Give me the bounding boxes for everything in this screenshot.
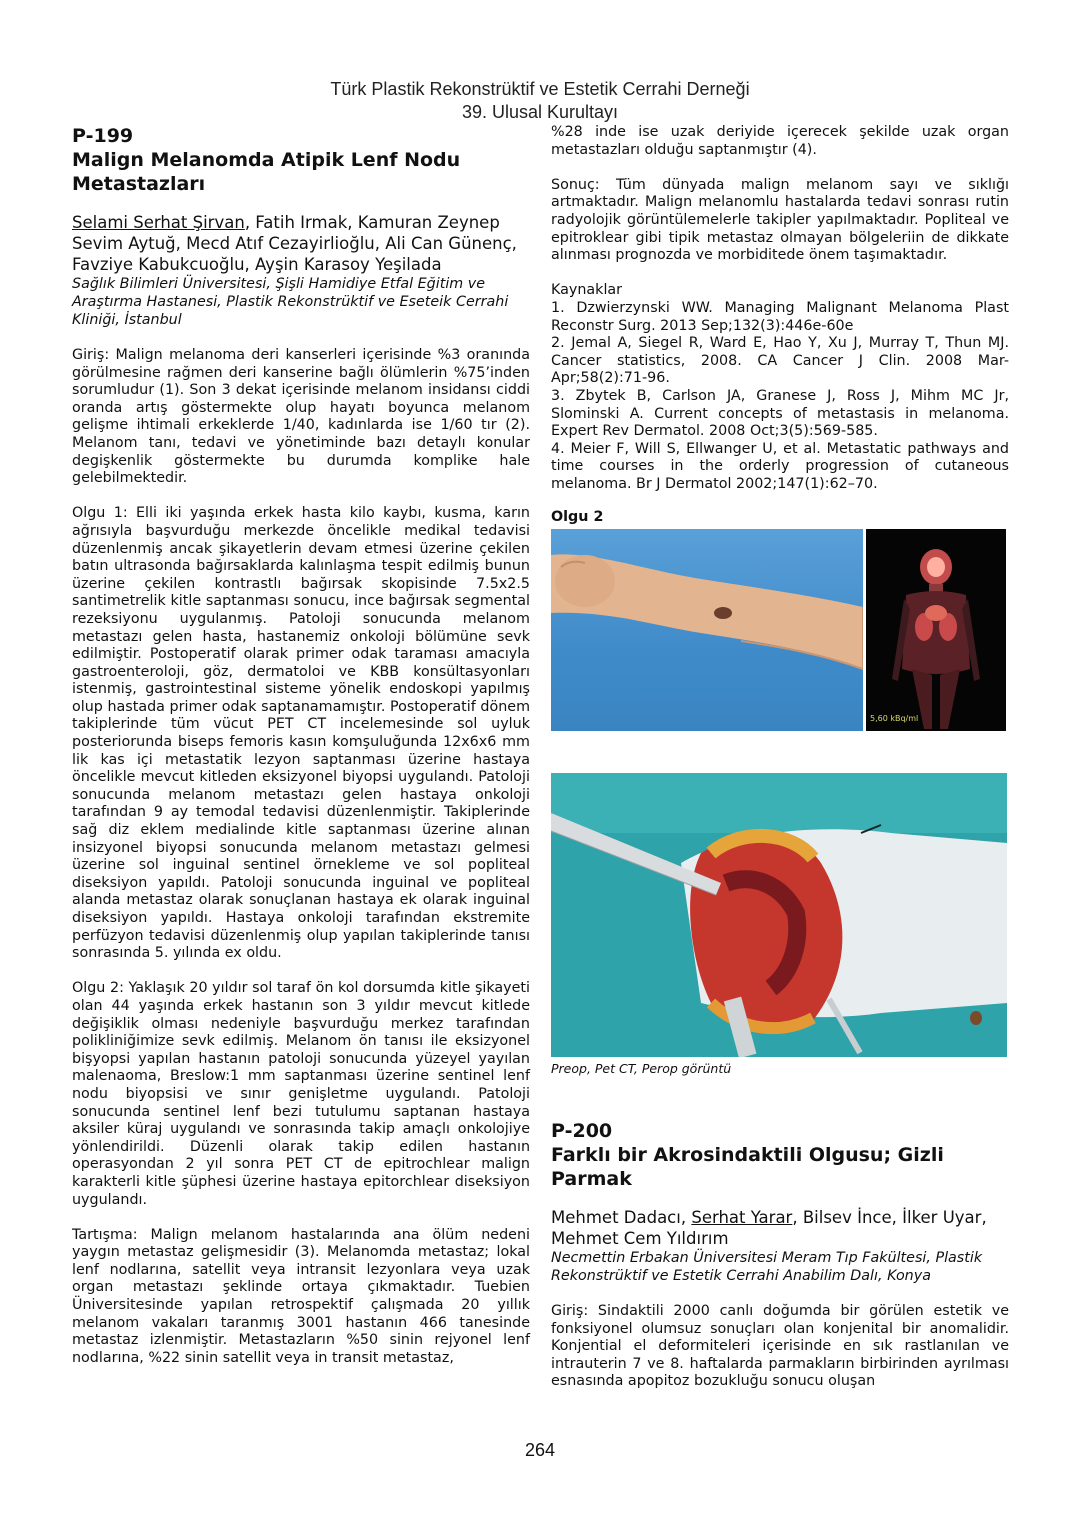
reference-item: 3. Zbytek B, Carlson JA, Granese J, Ross J, Mihm MC Jr, Slominski A. Current concepts of metastasis in melanoma. Expert Rev Dermatol. 2008 Oct;3(5):569-585. xyxy=(551,387,1009,440)
affiliation-p199: Sağlık Bilimleri Üniversitesi, Şişli Hamidiye Etfal Eğitim ve Araştırma Hastanesi, Plastik Rekonstrüktif ve Eseteik Cerrahi Kliniği, İstanbul xyxy=(72,276,509,328)
case1-paragraph: Olgu 1: Elli iki yaşında erkek hasta kilo kaybı, kusma, karın ağrısıyla başvurduğu merkezde öncelikle medikal tedavisi düzenlenmiş ancak şikayetlerin devam etmesi üzerine çekilen batın ultrasonda bağırsaklarda kalınlaşma tespit edilmiş bunun üzerine çekilen kontrastlı bağırsak skopisinde 7.5x2.5 santimetrelik kitle saptanması sonucu, ince bağırsak segmental rezeksiyonu uygulanmış. Patoloji sonucunda melanom metastazı gelen hasta, hastanemiz onkoloji bölümüne sevk edilmiştir. Postoperatif olarak primer odak taraması amacıyla gastroenteroloji, göz, dermatoloi ve KBB konsültasyonları istenmiş, gastrointestinal sisteme yönelik endoskopi yapılmış olup hastada primer odak saptanamamıştır. Postoperatif dönem takiplerinde tüm vücut PET CT incelemesinde sol uyluk posteriorunda biseps femoris kasın komşuluğunda 12x6x6 mm lik kas içi metastatik lezyon saptanması üzerine hastaya öncelikle mevcut kitleden eksizyonel biyopsi uygulandı. Patoloji sonucunda melanom metastazı gelen hastaya onkoloji tarafından 9 ay temodal tedavisi düzenlenmiştir. Takiplerinde sağ diz eklem medialinde kitle saptanması üzerine alınan insizyonel biyopsi sonucunda melanom metastazı gelmesi üzerine sol inguinal sentinel örnekleme ve sol popliteal diseksiyon yapıldı. Patoloji sonucunda inguinal ve popliteal alanda metastaz olarak sonuçlanan hastaya ek olarak inguinal diseksiyon yapıldı. Hastaya onkoloji tarafından ekstremite perfüzyon tedavisi düzenlenmiş olup yapılan takiplerinde tanısı sonrasında 5. yılında ex oldu. xyxy=(72,505,530,962)
header-society: Türk Plastik Rekonstrüktif ve Estetik Cerrahi Derneği xyxy=(330,79,750,99)
conference-header xyxy=(0,78,1080,124)
reference-item: 4. Meier F, Will S, Ellwanger U, et al. Metastatic pathways and time courses in the orderly progression of cutaneous melanoma. Br J Dermatol 2002;147(1):62–70. xyxy=(551,440,1009,492)
conclusion-paragraph: Sonuç: Tüm dünyada malign melanom sayı ve sıklığı artmaktadır. Malign melanomlu hastalarda tedavi sonrası rutin radyolojik görüntülemelerle takipler yapılmaktadır. Popliteal ve epitroklear gibi tipik metastaz olmayan bölgeleriin de dikkate alınması prognozda ve morbiditede önem taşımaktadır. xyxy=(551,176,1009,264)
authors-p199 xyxy=(72,212,530,275)
authors-p200 xyxy=(551,1207,1009,1249)
preop-arm-photo xyxy=(551,529,863,731)
right-column xyxy=(551,124,1009,1409)
intro-paragraph-p200: Giriş: Sindaktili 2000 canlı doğumda bir görülen estetik ve fonksiyonel olumsuz sonuçları olan konjenital bir anomalidir. Konjential el deformiteleri içerisinde en sık rastlanılan ve intrauterin 7 ve 8. haftalarda parmakların birbirinden ayrılması esnasında apopitoz bozukluğu sonucu oluşan xyxy=(551,1303,1009,1390)
reference-item: 1. Dzwierzynski WW. Managing Malignant Melanoma Plast Reconstr Surg. 2013 Sep;132(3):446e-60e xyxy=(551,299,1009,334)
reference-item: 2. Jemal A, Siegel R, Ward E, Hao Y, Xu J, Murray T, Thun MJ. Cancer statistics, 2008. CA Cancer J Clin. 2008 Mar-Apr;58(2):71-96. xyxy=(551,335,1009,387)
co-authors: , Bilsev İnce, İlker Uyar, Mehmet Cem Yıldırım xyxy=(551,1208,987,1249)
perop-surgery-photo xyxy=(551,773,1007,1057)
discussion-paragraph: Tartışma: Malign melanom hastalarında ana ölüm nedeni yaygın metastaz gelişmesidir (3). Melanomda metastaz; lokal lenf nodlarına, satellit veya intransit lezyonlara veya uzak organ metastazı şeklinde ortaya çıkmaktadır. Tuebien Üniversitesinde yapılan retrospektif çalışmada 20 yıllık melanom vakaları taranmış 3001 hastanın 466 tanesinde metastaz izlenmiştir. Metastazların %50 sinin rejyonel lenf nodlarına, %22 sinin satellit veya in transit metastaz, xyxy=(72,1226,530,1366)
abstract-title-p200: Farklı bir Akrosindaktili Olgusu; Gizli Parmak xyxy=(551,1144,944,1191)
co-authors: , Fatih Irmak, Kamuran Zeynep Sevim Aytuğ, Mecd Atıf Cezayirlioğlu, Ali Can Günenç, Favziye Kabukcuoğlu, Ayşin Karasoy Yeşilada xyxy=(72,213,517,274)
page-number: 264 xyxy=(524,1440,556,1460)
references-title: Kaynaklar xyxy=(551,282,623,299)
first-author: Mehmet Dadacı, xyxy=(551,1208,692,1228)
abstract-id-p200: P-200 xyxy=(551,1120,613,1143)
discussion-continued: %28 inde ise uzak deriyide içerecek şekilde uzak organ metastazları olduğu saptanmıştır (4). xyxy=(551,124,1009,158)
presenting-author: Selami Serhat Şirvan xyxy=(72,213,245,232)
abstract-title-p199: Malign Melanomda Atipik Lenf Nodu Metastazları xyxy=(72,149,461,195)
pet-scale-text: 5,60 kBq/ml xyxy=(870,714,919,724)
intro-paragraph: Giriş: Malign melanoma deri kanserleri içerisinde %3 oranında görülmesine rağmen deri kanserine bağlı ölümlerin %75’inden sorumludur (1). Son 3 dekat içerisinde melanom insidansı ciddi oranda artış göstermekte olup hayatı boyunca melanom gelişme ihtimali erkeklerde 1/40, kadınlarda ise 1/60 tır (2). Melanom tanı, tedavi ve yönetiminde bazı detaylı konular degişkenlik göstermekte bu durumda komplike hale gelebilmektedir. xyxy=(72,347,530,487)
case2-paragraph: Olgu 2: Yaklaşık 20 yıldır sol taraf ön kol dorsumda kitle şikayeti olan 44 yaşında erkek hastanın son 3 yıldır mevcut kitlede değişiklik olması nedeniyle başvurduğu merkez tarafından polikliniğimize sevk edilmiş. Melanom ön tanısı ile eksizyonel bişyopsi yapılan hastanın patoloji sonucunda yüzeyel yayılan malenaoma, Breslow:1 mm saptanması üzerine sentinel lenf nodu biyopsisi ve sınır genişletme uygulandı. Patoloji sonucunda sentinel lenf bezi tutulumu saptanan hastaya aksiler küraj uygulandı ve sonrasında takip amaçlı onkolojiye yönlendirildi. Düzenli olarak takip edilen hastanın operasyondan 2 yıl sonra PET CT de epitrochlear malign karakterli kitle şüphesi üzerine hastaya epitorchlear diseksiyon uygulandı. xyxy=(72,980,530,1208)
header-congress: 39. Ulusal Kurultayı xyxy=(461,102,619,122)
abstract-id-p199: P-199 xyxy=(72,125,134,147)
figure-row xyxy=(551,529,1009,731)
presenting-author: Serhat Yarar xyxy=(691,1208,793,1228)
figure-caption: Preop, Pet CT, Perop görüntü xyxy=(551,1061,732,1077)
figure-label: Olgu 2 xyxy=(551,509,604,526)
references xyxy=(551,282,1009,493)
affiliation-p200: Necmettin Erbakan Üniversitesi Meram Tıp Fakültesi, Plastik Rekonstrüktif ve Estetik Cerrahi Anabilim Dalı, Konya xyxy=(551,1250,983,1285)
pet-ct-image xyxy=(866,529,1006,731)
left-column xyxy=(72,124,530,1385)
